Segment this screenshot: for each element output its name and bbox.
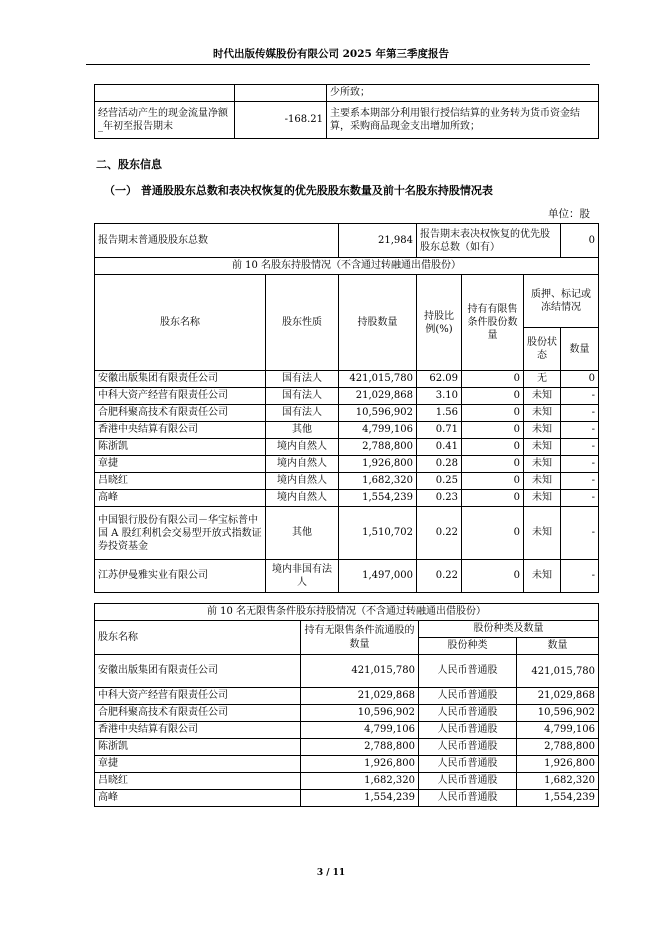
- row-qty: -: [561, 405, 599, 422]
- cashflow-table: [94, 84, 599, 139]
- preferred-shareholders-label: 报告期末表决权恢复的优先股股东总数（如有）: [417, 224, 561, 258]
- row-ratio: 0.22: [417, 507, 462, 560]
- table-row: [95, 405, 599, 422]
- row-restricted: 0: [462, 473, 524, 490]
- unrestricted-table: [94, 603, 599, 807]
- row-nature: 境内非国有法人: [266, 560, 339, 593]
- subsection-title: （一） 普通股股东总数和表决权恢复的优先股股东数量及前十名股东持股情况表: [104, 184, 493, 197]
- row-status: 未知: [524, 388, 561, 405]
- row-restricted: 0: [462, 388, 524, 405]
- header-pledge-status: 股份状态: [524, 328, 561, 371]
- row-qty: -: [561, 422, 599, 439]
- row-status: 未知: [524, 473, 561, 490]
- row-status: 未知: [524, 405, 561, 422]
- row-type: 人民币普通股: [419, 773, 517, 790]
- row-name: 章捷: [95, 756, 301, 773]
- row-type: 人民币普通股: [419, 790, 517, 807]
- row-name: 陈浙凯: [95, 739, 301, 756]
- row-qty: -: [561, 507, 599, 560]
- row-qty: 2,788,800: [301, 739, 419, 756]
- row-qty: -: [561, 439, 599, 456]
- shareholder-table: [94, 223, 599, 593]
- row-qty: 21,029,868: [301, 688, 419, 705]
- row-name: 安徽出版集团有限责任公司: [95, 371, 266, 388]
- preferred-shareholders-value: 0: [561, 224, 599, 258]
- top10-caption: 前 10 名股东持股情况（不含通过转融通出借股份）: [95, 258, 599, 275]
- row-shares: 1,497,000: [339, 560, 417, 593]
- row-status: 未知: [524, 439, 561, 456]
- table-row: [95, 773, 599, 790]
- row-nature: 国有法人: [266, 405, 339, 422]
- row-name: 中国银行股份有限公司－华宝标普中国 A 股红利机会交易型开放式指数证券投资基金: [95, 507, 266, 560]
- row-name: 中科大资产经营有限责任公司: [95, 388, 266, 405]
- row-shares: 4,799,106: [339, 422, 417, 439]
- row-amount: 421,015,780: [517, 655, 599, 688]
- row-nature: 境内自然人: [266, 439, 339, 456]
- row-nature: 国有法人: [266, 388, 339, 405]
- row-nature: 国有法人: [266, 371, 339, 388]
- cashflow-continuation-text: 少所致；: [327, 85, 599, 102]
- row-shares: 10,596,902: [339, 405, 417, 422]
- table-row: [95, 439, 599, 456]
- row-qty: -: [561, 490, 599, 507]
- row-restricted: 0: [462, 405, 524, 422]
- row-qty: 1,926,800: [301, 756, 419, 773]
- row-name: 章捷: [95, 456, 266, 473]
- row-shares: 1,926,800: [339, 456, 417, 473]
- row-status: 未知: [524, 490, 561, 507]
- row-amount: 21,029,868: [517, 688, 599, 705]
- row-type: 人民币普通股: [419, 739, 517, 756]
- row-type: 人民币普通股: [419, 705, 517, 722]
- row-amount: 1,926,800: [517, 756, 599, 773]
- header-unrestricted-qty: 持有无限售条件流通股的数量: [301, 621, 419, 655]
- row-shares: 1,554,239: [339, 490, 417, 507]
- row-qty: -: [561, 456, 599, 473]
- table-row: [95, 560, 599, 593]
- unrestricted-body: [95, 655, 599, 807]
- row-shares: 421,015,780: [339, 371, 417, 388]
- section-title-shareholders: 二、股东信息: [96, 158, 162, 171]
- row-restricted: 0: [462, 560, 524, 593]
- row-qty: -: [561, 560, 599, 593]
- header-divider: [86, 64, 590, 65]
- header-shareholder-name: 股东名称: [95, 275, 266, 371]
- table-row: [95, 739, 599, 756]
- header-ratio: 持股比例(%): [417, 275, 462, 371]
- cashflow-row-label: 经营活动产生的现金流量净额_年初至报告期末: [95, 102, 235, 139]
- row-status: 无: [524, 371, 561, 388]
- row-restricted: 0: [462, 507, 524, 560]
- row-status: 未知: [524, 456, 561, 473]
- row-name: 香港中央结算有限公司: [95, 422, 266, 439]
- table-row: [95, 490, 599, 507]
- header-share-type-group: 股份种类及数量: [419, 621, 599, 638]
- row-amount: 2,788,800: [517, 739, 599, 756]
- table-row: [95, 705, 599, 722]
- row-ratio: 0.22: [417, 560, 462, 593]
- row-qty: -: [561, 388, 599, 405]
- cashflow-empty-cell: [95, 85, 235, 102]
- unit-label: 单位：股: [548, 208, 590, 220]
- row-restricted: 0: [462, 422, 524, 439]
- table-row: [95, 688, 599, 705]
- row-name: 吕晓红: [95, 473, 266, 490]
- header-unrestricted-name: 股东名称: [95, 621, 301, 655]
- row-name: 合肥科聚高技术有限责任公司: [95, 705, 301, 722]
- row-qty: -: [561, 473, 599, 490]
- header-share-amount: 数量: [517, 638, 599, 655]
- header-restricted: 持有有限售条件股份数量: [462, 275, 524, 371]
- table-row: [95, 473, 599, 490]
- table-row: [95, 371, 599, 388]
- row-name: 江苏伊曼雅实业有限公司: [95, 560, 266, 593]
- row-qty: 4,799,106: [301, 722, 419, 739]
- row-amount: 4,799,106: [517, 722, 599, 739]
- total-shareholders-label: 报告期末普通股股东总数: [95, 224, 339, 258]
- row-amount: 1,554,239: [517, 790, 599, 807]
- row-restricted: 0: [462, 439, 524, 456]
- table-row: [95, 507, 599, 560]
- row-status: 未知: [524, 507, 561, 560]
- row-ratio: 0.25: [417, 473, 462, 490]
- row-status: 未知: [524, 560, 561, 593]
- row-qty: 421,015,780: [301, 655, 419, 688]
- row-nature: 境内自然人: [266, 456, 339, 473]
- row-restricted: 0: [462, 371, 524, 388]
- row-nature: 境内自然人: [266, 473, 339, 490]
- table-row: [95, 655, 599, 688]
- row-qty: 10,596,902: [301, 705, 419, 722]
- row-restricted: 0: [462, 490, 524, 507]
- row-ratio: 0.71: [417, 422, 462, 439]
- top10-body: [95, 371, 599, 593]
- row-status: 未知: [524, 422, 561, 439]
- row-type: 人民币普通股: [419, 722, 517, 739]
- row-qty: 0: [561, 371, 599, 388]
- row-ratio: 0.41: [417, 439, 462, 456]
- table-row: [95, 456, 599, 473]
- header-shareholder-nature: 股东性质: [266, 275, 339, 371]
- row-name: 陈浙凯: [95, 439, 266, 456]
- unrestricted-caption: 前 10 名无限售条件股东持股情况（不含通过转融通出借股份）: [95, 604, 599, 621]
- cashflow-row-value: -168.21: [235, 102, 327, 139]
- row-shares: 21,029,868: [339, 388, 417, 405]
- header-share-type: 股份种类: [419, 638, 517, 655]
- row-ratio: 0.23: [417, 490, 462, 507]
- row-ratio: 0.28: [417, 456, 462, 473]
- row-nature: 境内自然人: [266, 490, 339, 507]
- header-pledge-group: 质押、标记或冻结情况: [524, 275, 599, 328]
- row-name: 香港中央结算有限公司: [95, 722, 301, 739]
- total-shareholders-value: 21,984: [339, 224, 417, 258]
- row-name: 合肥科聚高技术有限责任公司: [95, 405, 266, 422]
- row-name: 高峰: [95, 490, 266, 507]
- row-amount: 1,682,320: [517, 773, 599, 790]
- table-row: [95, 722, 599, 739]
- row-shares: 1,682,320: [339, 473, 417, 490]
- row-name: 中科大资产经营有限责任公司: [95, 688, 301, 705]
- row-nature: 其他: [266, 422, 339, 439]
- page-number: 3 / 11: [316, 868, 346, 878]
- row-type: 人民币普通股: [419, 655, 517, 688]
- row-name: 吕晓红: [95, 773, 301, 790]
- row-amount: 10,596,902: [517, 705, 599, 722]
- table-row: [95, 756, 599, 773]
- row-restricted: 0: [462, 456, 524, 473]
- row-name: 高峰: [95, 790, 301, 807]
- table-row: [95, 790, 599, 807]
- row-ratio: 3.10: [417, 388, 462, 405]
- page-header-title: 时代出版传媒股份有限公司 2025 年第三季度报告: [212, 48, 450, 60]
- row-type: 人民币普通股: [419, 688, 517, 705]
- row-type: 人民币普通股: [419, 756, 517, 773]
- table-row: [95, 388, 599, 405]
- row-ratio: 1.56: [417, 405, 462, 422]
- header-shares: 持股数量: [339, 275, 417, 371]
- table-row: [95, 422, 599, 439]
- row-qty: 1,682,320: [301, 773, 419, 790]
- row-shares: 2,788,800: [339, 439, 417, 456]
- row-nature: 其他: [266, 507, 339, 560]
- row-shares: 1,510,702: [339, 507, 417, 560]
- header-pledge-qty: 数量: [561, 328, 599, 371]
- cashflow-row-reason: 主要系本期部分利用银行授信结算的业务转为货币资金结算，采购商品现金支出增加所致；: [327, 102, 599, 139]
- cashflow-empty-cell: [235, 85, 327, 102]
- row-qty: 1,554,239: [301, 790, 419, 807]
- row-ratio: 62.09: [417, 371, 462, 388]
- row-name: 安徽出版集团有限责任公司: [95, 655, 301, 688]
